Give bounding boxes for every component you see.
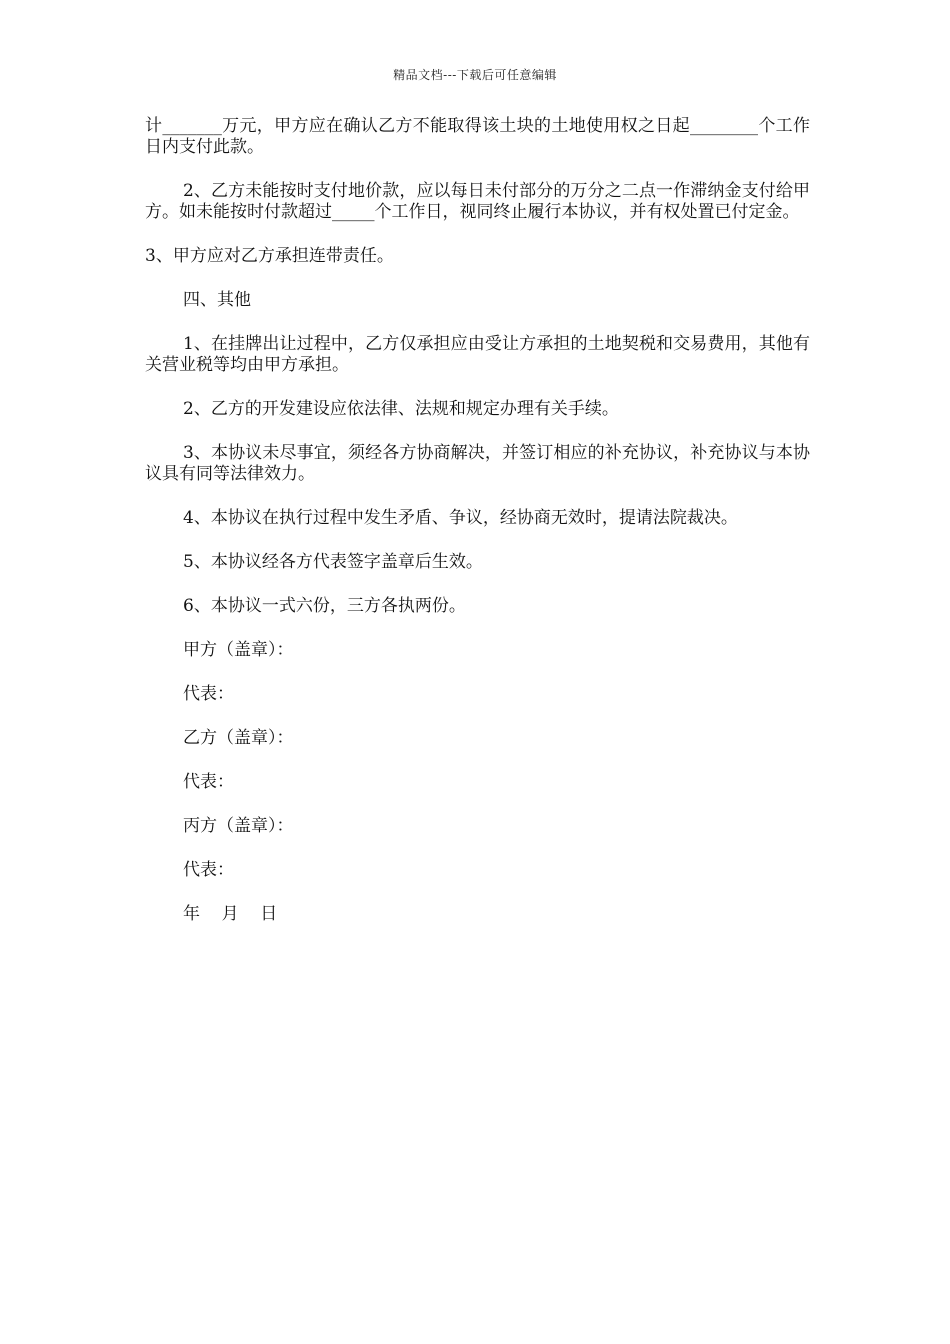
signature-party-a: 甲方（盖章）：: [183, 640, 294, 660]
paragraph-payment-deadline: 计_______万元，甲方应在确认乙方不能取得该土块的土地使用权之日起________个工作日内支付此款。: [145, 116, 810, 157]
date-line: 年 月 日: [183, 904, 278, 924]
paragraph-supplementary: 3、本协议未尽事宜，须经各方协商解决，并签订相应的补充协议，补充协议与本协议具有同等法律效力。: [145, 443, 810, 484]
representative-party-a: 代表：: [183, 684, 234, 704]
paragraph-copies: 6、本协议一式六份，三方各执两份。: [183, 596, 466, 616]
representative-party-c: 代表：: [183, 860, 234, 880]
section-heading-other: 四、其他: [183, 290, 251, 310]
signature-party-c: 丙方（盖章）：: [183, 816, 294, 836]
paragraph-development: 2、乙方的开发建设应依法律、法规和规定办理有关手续。: [183, 399, 619, 419]
paragraph-late-fee: 2、乙方未能按时支付地价款，应以每日未付部分的万分之二点一作滞纳金支付给甲方。如未能按时付款超过_____个工作日，视同终止履行本协议，并有权处置已付定金。: [145, 181, 810, 222]
page-header: 精品文档---下载后可任意编辑: [393, 68, 557, 82]
representative-party-b: 代表：: [183, 772, 234, 792]
signature-party-b: 乙方（盖章）：: [183, 728, 294, 748]
paragraph-taxes: 1、在挂牌出让过程中，乙方仅承担应由受让方承担的土地契税和交易费用，其他有关营业税等均由甲方承担。: [145, 334, 810, 375]
paragraph-effective: 5、本协议经各方代表签字盖章后生效。: [183, 552, 483, 572]
paragraph-joint-liability: 3、甲方应对乙方承担连带责任。: [145, 246, 394, 266]
document-body: [145, 116, 810, 925]
paragraph-disputes: 4、本协议在执行过程中发生矛盾、争议，经协商无效时，提请法院裁决。: [183, 508, 738, 528]
